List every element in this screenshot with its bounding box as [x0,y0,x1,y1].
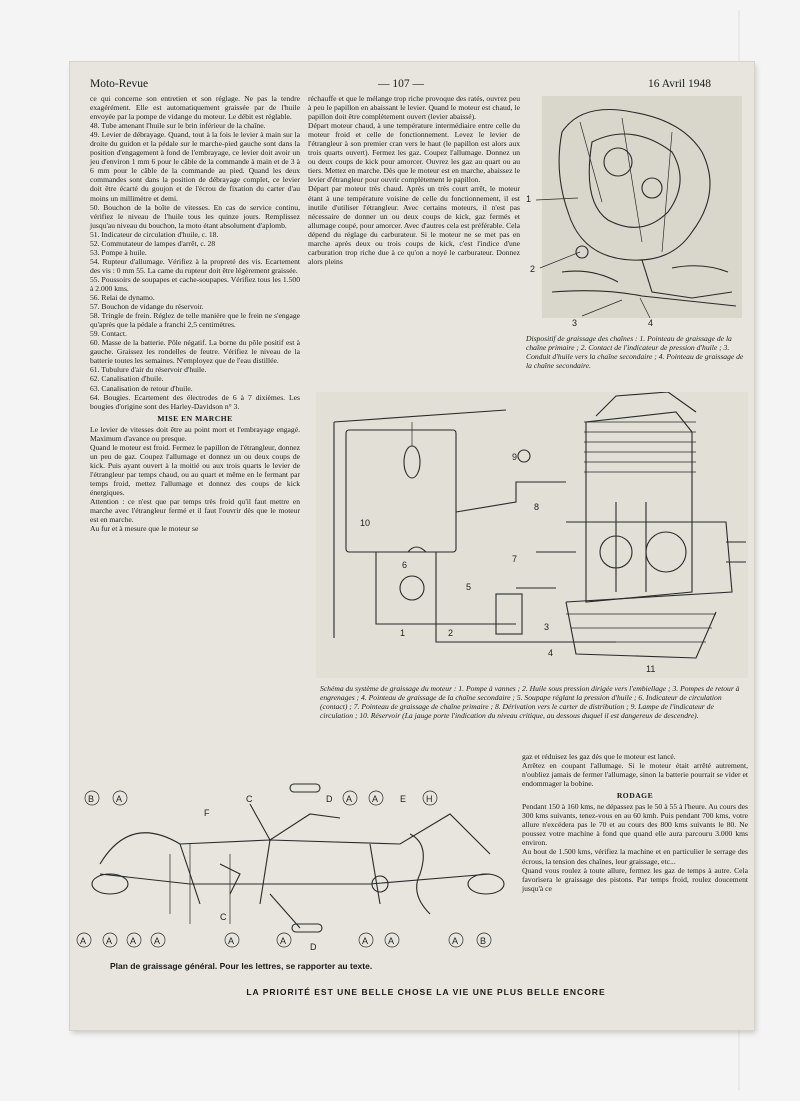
paragraph: 51. Indicateur de circulation d'huile, c. 18. [90,229,219,239]
plan-letter-f: F [204,808,210,818]
section-heading-rodage: RODAGE [616,791,654,801]
paragraph: gaz et réduisez les gaz dès que le moteur est lancé. [522,752,676,761]
plan-letter-a: A [362,936,369,946]
paragraph: 49. Levier de débrayage. Quand, tout à la fois le levier à main sur la droite du guidon et la pédale sur le marche-pied gauche sont dans la position d'engagement à fond de l'embrayage, ce levier doit avoir un jeu d'environ 1 mm 6 pour le câble de la commande à main et de 3 à 6 mm pour le câble de la commande au pied. Quand les deux commandes sont dans la position de débrayage complet, ce levier doit être écarté du goujon et de l'écrou de fixation du carter d'au moins un millimètre et demi. [90,130,300,203]
plan-letter-a: A [80,936,87,946]
plan-letter-d: D [326,794,333,804]
engine-lubrication-schematic [316,392,748,678]
paragraph: Au fur et à mesure que le moteur se [90,524,199,534]
paragraph: Départ par moteur très chaud. Après un très court arrêt, le moteur étant à une température voisine de celle du fonctionnement, il est inutile d'utiliser l'étrangleur. Avec certains moteurs, il n'est pas nécessaire de donner un ou deux coups de kick, gaz fermés et allumage coupé, pour amorcer. Avec d'autres cela est préférable. Cela dépend du réglage du carburateur. Si le moteur ne se met pas en marche après deux ou trois coups de kick, c'est l'indice d'une carburation trop riche due à ce qu'on a noyé le carburateur. Donnez alors pleins [308,184,520,266]
label-3: 3 [572,318,578,328]
label-10: 10 [360,518,371,528]
paragraph: 48. Tube amenant l'huile sur le brin inférieur de la chaîne. [90,121,266,131]
caption-lubrication-plan: Plan de graissage général. Pour les lettres, se rapporter au texte. [110,961,373,971]
paragraph: Le levier de vitesses doit être au point mort et l'embrayage engagé. Maximum d'avance ou presque. [90,424,300,443]
section-heading-mise-en-marche: MISE EN MARCHE [157,413,233,423]
label-5: 5 [466,582,472,592]
plan-letter-c: C [246,794,253,804]
paragraph: 57. Bouchon de vidange du réservoir. [90,302,204,312]
label-6: 6 [402,560,408,570]
plan-letter-h: H [426,794,433,804]
plan-letter-a: A [106,936,113,946]
plan-letter-a: A [228,936,235,946]
running-header-title: Moto-Revue [90,78,149,90]
paragraph: 56. Relai de dynamo. [90,293,155,303]
plan-letter-a: A [388,936,395,946]
label-1: 1 [400,628,406,638]
label-3: 3 [544,622,550,632]
caption-chain-lubrication: Dispositif de graissage des chaînes : 1. Pointeau de graissage de la chaîne primaire ; 2. Contact de l'indicateur de pression d'huile ; 3. Conduit d'huile vers la chaîne secondaire ; 4. Pointeau de graissage de la chaîne secondaire. [526,334,744,370]
paragraph: Au bout de 1.500 kms, vérifiez la machine et en particulier le serrage des écrous, la tension des chaînes, leur graissage, etc... [522,847,748,866]
plan-letter-b: B [480,936,487,946]
paragraph: 62. Canalisation d'huile. [90,374,164,384]
general-lubrication-plan [70,774,516,960]
footer-slogan-banner: LA PRIORITÉ EST UNE BELLE CHOSE LA VIE UNE PLUS BELLE ENCORE [246,987,606,997]
label-2: 2 [530,264,536,274]
label-4: 4 [548,648,554,658]
plan-letter-e: E [400,794,407,804]
page-number: — 107 — [378,78,424,90]
paragraph: 55. Poussoirs de soupapes et cache-soupapes. Vérifiez tous les 1.500 à 2.000 kms. [90,274,300,293]
paragraph: Départ moteur chaud, à une température intermédiaire entre celle du moteur froid et celle de fonctionnement. Levez le levier de l'étrangleur à son premier cran vers le haut (le papillon est alors aux trois quarts ouvert). Fermez les gaz. Coupez l'allumage. Donnez un ou deux coups de kick pour amorcer. Ouvrez les gaz au quart ou au tiers. Mettez en marche. Dès que le moteur est en marche, abaissez le levier d'étrangleur pour ouvrir complètement le papillon. [308,121,520,185]
paragraph: 59. Contact. [90,329,127,339]
plan-letter-a: A [372,794,379,804]
plan-letter-a: A [130,936,137,946]
paragraph: 50. Bouchon de la boîte de vitesses. En cas de service continu, vérifiez le niveau de l'huile tous les quinze jours. Remplissez jusqu'au niveau du bouchon, la moto étant absolument d'aplomb. [90,202,300,230]
issue-date: 16 Avril 1948 [648,78,712,90]
paragraph: ce qui concerne son entretien et son réglage. Ne pas la tendre exagérément. Elle est automatiquement graissée par de l'huile envoyée par la pompe de vidange du moteur. Le débit est réglable. [90,94,300,122]
paragraph: 60. Masse de la batterie. Pôle négatif. La borne du pôle positif est à gauche. Graissez les rondelles de feutre. Vérifiez le niveau de la batterie toutes les semaines. N'employez que de l'eau distillée. [90,338,300,366]
paragraph: 64. Bougies. Ecartement des électrodes de 6 à 7 dixièmes. Les bougies d'origine sont des Harley-Davidson n° 3. [90,392,300,411]
column-middle-text [308,94,520,266]
column-right-text [522,752,748,893]
label-1: 1 [526,194,532,204]
label-8: 8 [534,502,540,512]
paragraph: Quand le moteur est froid. Fermez le papillon de l'étrangleur, donnez un peu de gaz. Coupez l'allumage et donnez un ou deux coups de kick. Puis ayant ouvert à la moitié ou aux trois quarts le levier de l'étrangleur par temps chaud, ou au quart et même en le fermant par temps froid, mettez l'allumage et donnez des coups de kick énergiques. [90,442,300,498]
plan-letter-a: A [280,936,287,946]
paragraph: 52. Commutateur de lampes d'arrêt, c. 28 [90,238,216,248]
plan-letter-a: A [154,936,161,946]
label-2: 2 [448,628,454,638]
label-4: 4 [648,318,654,328]
plan-letter-a: A [452,936,459,946]
paragraph: Pendant 150 à 160 kms, ne dépassez pas le 50 à 55 à l'heure. Au cours des 300 kms suivants, tenez-vous en au 60 kmh. Puis pendant 700 kms, votre allure n'excédera pas le 70 et au cours des 800 kms suivants le 80. Ne poussez votre machine à fond que quand elle aura parcouru 3.000 kms environ. [522,802,748,848]
paragraph: 58. Tringle de frein. Réglez de telle manière que le frein ne s'engage qu'après que la pédale a franchi 2,5 centimètres. [90,311,300,330]
paragraph: Quand vous roulez à toute allure, fermez les gaz de temps à autre. Cela favorisera le graissage des pistons. Par temps froid, roulez doucement jusqu'à ce [522,865,748,893]
caption-engine-schematic: Schéma du système de graissage du moteur : 1. Pompe à vannes ; 2. Huile sous pression dirigée vers l'embiellage ; 3. Pompes de retour à engrenages ; 4. Pointeau de graissage de la chaîne secondaire ; 5. Soupape réglant la pression d'huile ; 6. Indicateur de circulation (contact) ; 7. Pointeau de graissage de chaîne primaire ; 8. Dérivation vers le carter de distribution ; 9. Lampe de l'indicateur de circulation ; 10. Réservoir (La jauge porte l'indication du niveau critique, au dessous duquel il est dangereux de descendre). [320,684,740,720]
paragraph: 54. Rupteur d'allumage. Vérifiez à la propreté des vis. Ecartement des vis : 0 mm 55. La came du rupteur doit être légèrement graissée. [90,256,300,275]
paragraph: réchauffe et que le mélange trop riche provoque des ratés, ouvrez peu à peu le papillon en abaissant le levier. Quand le moteur est chaud, le papillon doit être complètement ouvert (levier abaissé). [308,94,520,122]
column-left-numbered-list [90,94,300,533]
label-11: 11 [646,664,656,674]
paragraph: 53. Pompe à huile. [90,247,147,257]
plan-letter-a: A [346,794,353,804]
plan-letter-b: B [88,794,95,804]
plan-letter-c: C [220,912,227,922]
plan-letter-a: A [116,794,123,804]
magazine-page [70,62,754,1030]
label-7: 7 [512,554,518,564]
chain-lubrication-illustration [522,92,750,330]
plan-letter-d: D [310,942,317,952]
paragraph: Arrêtez en coupant l'allumage. Si le moteur était arrêté autrement, n'oubliez jamais de fermer l'allumage, sinon la batterie pourrait se vider et endommager la bobine. [522,761,748,789]
label-9: 9 [512,452,518,462]
paragraph: Attention : ce n'est que par temps très froid qu'il faut mettre en marche avec l'étrangleur fermé et il faut l'ouvrir dès que le moteur est en marche. [90,497,300,525]
paragraph: 63. Canalisation de retour d'huile. [90,383,193,393]
paragraph: 61. Tubulure d'air du réservoir d'huile. [90,365,207,375]
